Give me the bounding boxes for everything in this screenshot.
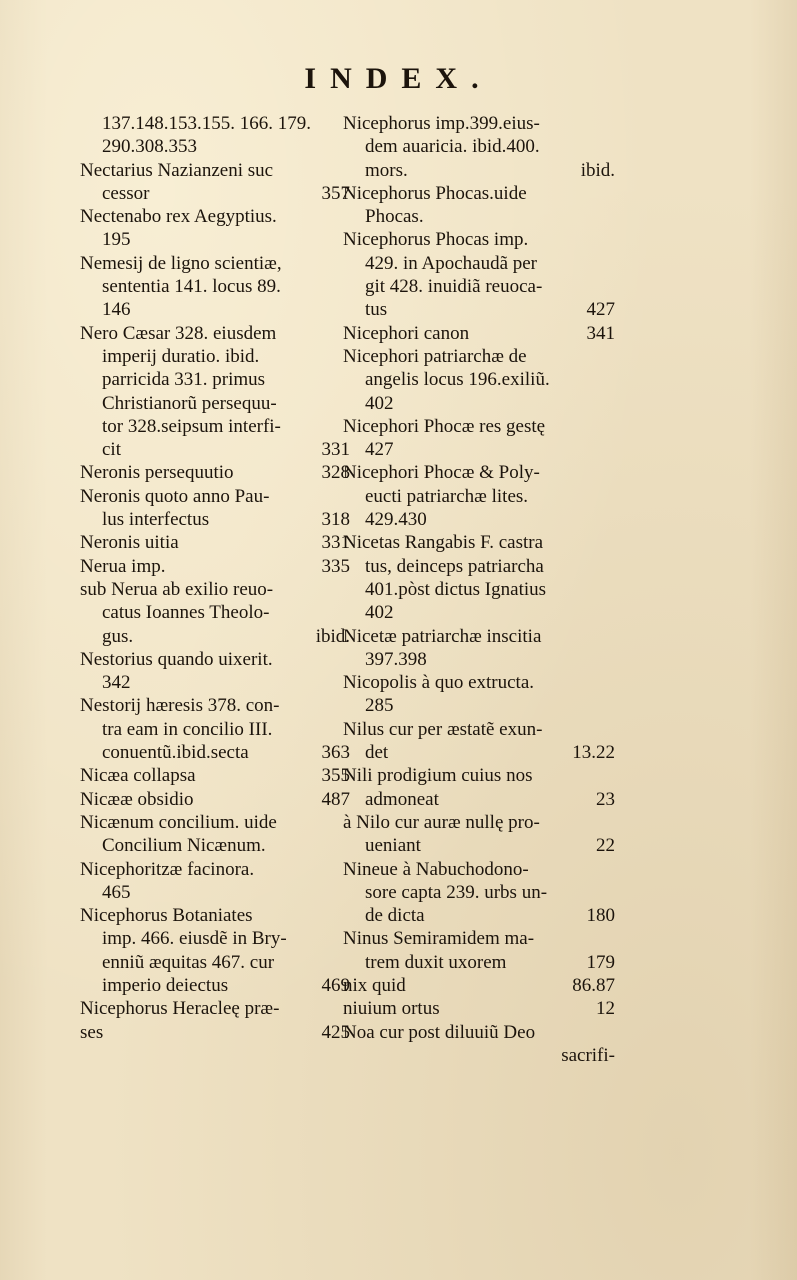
index-entry-text: mors. xyxy=(365,159,408,181)
index-entry-text: 402 xyxy=(365,602,394,624)
page-reference: 23 xyxy=(596,788,615,810)
index-line xyxy=(343,904,615,927)
index-line xyxy=(80,298,350,321)
index-entry-text: sententia 141. locus 89. xyxy=(102,276,281,298)
index-line xyxy=(343,764,615,787)
index-line xyxy=(80,392,350,415)
index-line xyxy=(80,601,350,624)
page-reference: 179 xyxy=(586,951,615,973)
index-entry-text: conuentũ.ibid.secta xyxy=(102,742,249,764)
index-entry-text: imperio deiectus xyxy=(102,974,229,996)
index-line xyxy=(343,741,615,764)
index-entry-text: dem auaricia. ibid.400. xyxy=(365,136,540,158)
index-line xyxy=(343,811,615,834)
index-entry-text: Nicephori canon xyxy=(343,322,470,344)
index-entry-text: Neronis uitia xyxy=(80,532,179,554)
index-entry-text: Nicephori Phocæ res gestę xyxy=(343,415,546,437)
index-line xyxy=(80,974,350,997)
index-entry-text: Nectenabo rex Aegyptius. xyxy=(80,206,277,228)
page-reference: 331 xyxy=(321,532,350,554)
index-entry-text: niuium ortus xyxy=(343,998,440,1020)
index-line xyxy=(80,531,350,554)
page-reference: 425 xyxy=(321,1021,350,1043)
index-line xyxy=(343,555,615,578)
index-line xyxy=(80,368,350,391)
page-reference: 487 xyxy=(321,788,350,810)
index-entry-text: Nicetæ patriarchæ inscitia xyxy=(343,625,542,647)
page-reference: 318 xyxy=(321,509,350,531)
index-entry-text: catus Ioannes Theolo- xyxy=(102,602,270,624)
index-entry-text: Nicephoritzæ facinora. xyxy=(80,858,255,880)
index-entry-text: Nemesij de ligno scientiæ, xyxy=(80,252,282,274)
index-entry-text: Nicephori patriarchæ de xyxy=(343,345,527,367)
index-entry-text: Neronis quoto anno Pau- xyxy=(80,485,270,507)
index-entry-text: Nicopolis à quo extructa. xyxy=(343,672,535,694)
index-line xyxy=(343,927,615,950)
index-line xyxy=(343,205,615,228)
index-line xyxy=(343,298,615,321)
index-line xyxy=(80,578,350,601)
index-entry-text: 146 xyxy=(102,299,131,321)
index-line xyxy=(80,741,350,764)
page-reference: 86.87 xyxy=(572,974,615,996)
index-entry-text: Nestorij hæresis 378. con- xyxy=(80,695,280,717)
index-entry-text: Nicæa collapsa xyxy=(80,765,196,787)
index-line xyxy=(80,997,350,1020)
index-line xyxy=(343,485,615,508)
page-reference: 335 xyxy=(321,555,350,577)
index-line xyxy=(343,182,615,205)
index-entry-text: 342 xyxy=(102,672,131,694)
index-entry-text: ses xyxy=(80,1021,104,1043)
index-entry-text: Nili prodigium cuius nos xyxy=(343,765,533,787)
index-line xyxy=(343,694,615,717)
index-entry-text: Nectarius Nazianzeni suc xyxy=(80,159,274,181)
index-line xyxy=(80,648,350,671)
index-line xyxy=(80,485,350,508)
index-entry-text: sacrifi- xyxy=(561,1044,615,1066)
index-entry-text: à Nilo cur auræ nullę pro- xyxy=(343,811,540,833)
index-line xyxy=(343,601,615,624)
index-line xyxy=(343,392,615,415)
index-column-left xyxy=(80,112,350,1044)
index-line xyxy=(343,858,615,881)
page-reference: 22 xyxy=(596,835,615,857)
index-line xyxy=(343,275,615,298)
index-line xyxy=(80,415,350,438)
index-entry-text: tra eam in concilio III. xyxy=(102,718,273,740)
index-line xyxy=(343,1021,615,1044)
index-line xyxy=(80,205,350,228)
page-reference: 363 xyxy=(321,742,350,764)
index-entry-text: enniũ æquitas 467. cur xyxy=(102,951,275,973)
index-entry-text: 195 xyxy=(102,229,131,251)
page-reference: ibid. xyxy=(580,159,615,181)
index-line xyxy=(343,951,615,974)
index-entry-text: Nicephori Phocæ & Poly- xyxy=(343,462,540,484)
index-entry-text: angelis locus 196.exiliũ. xyxy=(365,369,550,391)
index-line xyxy=(80,135,350,158)
index-entry-text: cit xyxy=(102,439,121,461)
index-entry-text: Phocas. xyxy=(365,206,424,228)
index-line xyxy=(80,555,350,578)
index-line xyxy=(343,834,615,857)
index-line xyxy=(80,788,350,811)
page-reference: 341 xyxy=(586,322,615,344)
index-entry-text: Concilium Nicænum. xyxy=(102,835,266,857)
index-line xyxy=(80,764,350,787)
index-line xyxy=(343,461,615,484)
index-line xyxy=(343,438,615,461)
page-reference: 12 xyxy=(596,998,615,1020)
index-line xyxy=(80,625,350,648)
index-line xyxy=(343,671,615,694)
index-entry-text: tus xyxy=(365,299,388,321)
index-entry-text: lus interfectus xyxy=(102,509,210,531)
page-header: INDEX. xyxy=(304,62,493,95)
index-entry-text: 401.pòst dictus Ignatius xyxy=(365,578,547,600)
index-line xyxy=(80,322,350,345)
index-line xyxy=(80,811,350,834)
page-reference: 331 xyxy=(321,439,350,461)
page-reference: 355 xyxy=(321,765,350,787)
index-line xyxy=(80,904,350,927)
index-entry-text: Nicephorus Phocas.uide xyxy=(343,182,527,204)
page-reference: 427 xyxy=(586,299,615,321)
index-line xyxy=(343,578,615,601)
index-entry-text: 427 xyxy=(365,439,394,461)
index-entry-text: Noa cur post diluuiũ Deo xyxy=(343,1021,536,1043)
index-entry-text: Nineue à Nabuchodono- xyxy=(343,858,529,880)
index-line xyxy=(343,228,615,251)
index-entry-text: gus. xyxy=(102,625,134,647)
index-line xyxy=(343,788,615,811)
index-line xyxy=(80,927,350,950)
index-entry-text: imp. 466. eiusdẽ in Bry- xyxy=(102,928,287,950)
index-line xyxy=(343,508,615,531)
index-entry-text: Neronis persequutio xyxy=(80,462,234,484)
index-line xyxy=(80,345,350,368)
index-entry-text: tor 328.seipsum interfi- xyxy=(102,415,281,437)
index-line xyxy=(80,461,350,484)
page-reference: 180 xyxy=(586,905,615,927)
index-entry-text: Nicephorus imp.399.eius- xyxy=(343,113,540,134)
index-entry-text: 285 xyxy=(365,695,394,717)
index-entry-text: det xyxy=(365,742,389,764)
index-line xyxy=(343,648,615,671)
index-entry-text: sub Nerua ab exilio reuo- xyxy=(80,578,274,600)
index-line xyxy=(80,951,350,974)
index-line xyxy=(80,718,350,741)
index-entry-text: 402 xyxy=(365,392,394,414)
index-entry-text: ueniant xyxy=(365,835,421,857)
page-reference: 469 xyxy=(321,974,350,996)
index-line xyxy=(343,531,615,554)
index-entry-text: tus, deinceps patriarcha xyxy=(365,555,544,577)
index-line xyxy=(80,694,350,717)
index-column-right xyxy=(343,112,615,1067)
index-entry-text: parricida 331. primus xyxy=(102,369,266,391)
index-line xyxy=(80,438,350,461)
index-line xyxy=(343,974,615,997)
page-reference: 328 xyxy=(321,462,350,484)
page-reference: ibid. xyxy=(315,625,350,647)
index-line xyxy=(343,625,615,648)
index-entry-text: Nicephorus Phocas imp. xyxy=(343,229,529,251)
index-line xyxy=(343,135,615,158)
index-entry-text: cessor xyxy=(102,182,150,204)
index-entry-text: git 428. inuidiã reuoca- xyxy=(365,276,543,298)
index-entry-text: imperij duratio. ibid. xyxy=(102,345,260,367)
index-entry-text: 290.308.353 xyxy=(102,136,197,158)
index-line xyxy=(80,858,350,881)
index-entry-text: trem duxit uxorem xyxy=(365,951,507,973)
index-line xyxy=(343,997,615,1020)
index-line xyxy=(80,228,350,251)
index-entry-text: admoneat xyxy=(365,788,439,810)
index-entry-text: eucti patriarchæ lites. xyxy=(365,485,529,507)
index-entry-text: Nilus cur per æstatẽ exun- xyxy=(343,718,543,740)
index-line xyxy=(80,671,350,694)
index-entry-text: de dicta xyxy=(365,905,425,927)
index-entry-text: Nicephorus Botaniates xyxy=(80,905,253,927)
index-entry-text: sore capta 239. urbs un- xyxy=(365,881,548,903)
index-entry-text: 429. in Apochaudã per xyxy=(365,252,538,274)
index-line xyxy=(80,275,350,298)
index-entry-text: Ninus Semiramidem ma- xyxy=(343,928,535,950)
index-line xyxy=(80,252,350,275)
index-entry-text: 465 xyxy=(102,881,131,903)
index-line xyxy=(80,182,350,205)
index-line xyxy=(80,1021,350,1044)
index-entry-text: Nestorius quando uixerit. xyxy=(80,648,273,670)
index-entry-text: 137.148.153.155. 166. 179. xyxy=(102,113,311,134)
index-line xyxy=(80,834,350,857)
index-line xyxy=(343,415,615,438)
index-line xyxy=(343,881,615,904)
index-entry-text: Nero Cæsar 328. eiusdem xyxy=(80,322,277,344)
index-line xyxy=(80,508,350,531)
catchword xyxy=(343,1044,615,1067)
index-line xyxy=(343,159,615,182)
index-line xyxy=(80,159,350,182)
index-entry-text: Nicetas Rangabis F. castra xyxy=(343,532,544,554)
index-line xyxy=(343,252,615,275)
index-entry-text: Nicephorus Heracleę præ- xyxy=(80,998,280,1020)
index-line xyxy=(343,112,615,135)
index-entry-text: Nicææ obsidio xyxy=(80,788,194,810)
page-reference: 357 xyxy=(321,182,350,204)
index-entry-text: Nicænum concilium. uide xyxy=(80,811,277,833)
index-line xyxy=(343,345,615,368)
index-entry-text: 429.430 xyxy=(365,509,427,531)
index-line xyxy=(343,718,615,741)
index-line xyxy=(80,112,350,135)
page-reference: 13.22 xyxy=(572,742,615,764)
index-line xyxy=(343,322,615,345)
index-line xyxy=(343,368,615,391)
index-entry-text: Christianorũ persequu- xyxy=(102,392,277,414)
index-entry-text: nix quid xyxy=(343,974,406,996)
index-entry-text: Nerua imp. xyxy=(80,555,166,577)
index-line xyxy=(80,881,350,904)
index-entry-text: 397.398 xyxy=(365,648,427,670)
